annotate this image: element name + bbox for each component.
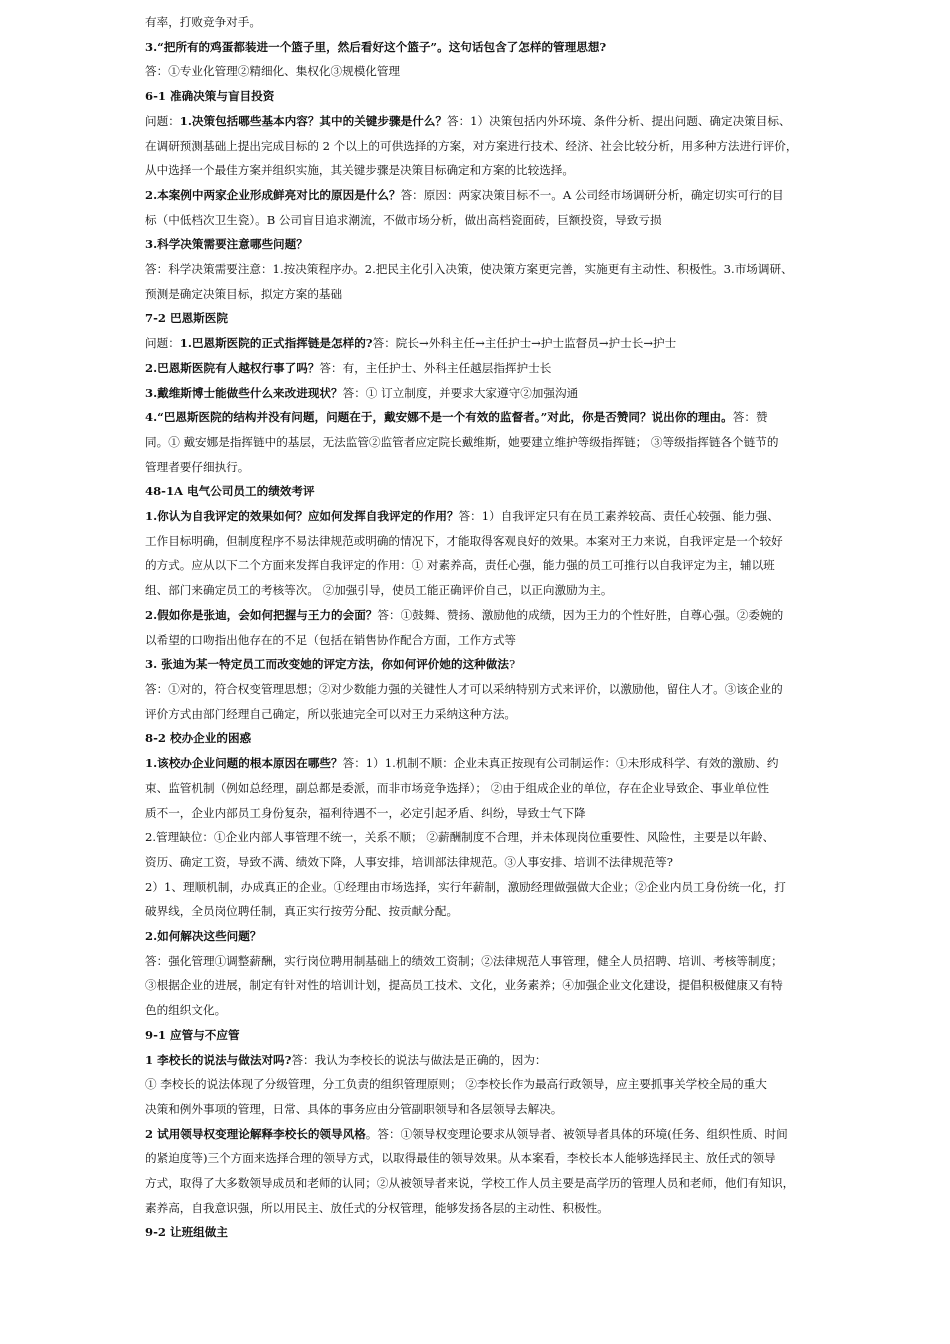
body-text: 的方式。应从以下二个方面来发挥自我评定的作用：① 对素养高，责任心强，能力强的员工可推行以自我评定为主，辅以班 <box>145 558 775 573</box>
body-text: 质不一，企业内部员工身份复杂，福利待遇不一，必定引起矛盾、纠纷，导致士气下降 <box>145 805 586 820</box>
body-text: 答：1）1.机制不顺：企业未真正按现有公司制运作：①未形成科学、有效的激励、约 <box>342 756 779 771</box>
body-text: 答：院长→外科主任→主任护士→护士监督员→护士长→护士 <box>372 336 677 351</box>
body-text: 有率，打败竞争对手。 <box>145 15 261 29</box>
text-line <box>145 356 812 381</box>
body-text: 答：1）自我评定只有在员工素养较高、责任心较强、能力强、 <box>458 509 779 524</box>
bold-text: 1.决策包括哪些基本内容？其中的关键步骤是什么？ <box>179 113 447 128</box>
text-line <box>145 59 812 84</box>
text-line <box>145 973 812 998</box>
body-text: 组、部门来确定员工的考核等次。 ②加强引导，使员工能正确评价自己，以正向激励为主。 <box>145 583 613 598</box>
text-line <box>145 504 812 529</box>
text-line <box>145 134 812 159</box>
body-text: 管理者要仔细执行。 <box>145 459 250 474</box>
text-line <box>145 1122 812 1147</box>
bold-text: 3. 张迪为某一特定员工而改变她的评定方法，你如何评价她的这种做法 <box>145 657 509 672</box>
bold-text: 9-1 应管与不应管 <box>145 1027 240 1042</box>
text-line <box>145 751 812 776</box>
text-line <box>145 1171 812 1196</box>
body-text: 同。① 戴安娜是指挥链中的基层，无法监管②监管者应定院长戴维斯，她要建立维护等级指挥链； ③等级指挥链各个链节的 <box>145 434 779 449</box>
bold-text: 2.巴恩斯医院有人越权行事了吗？ <box>145 360 320 375</box>
text-line <box>145 331 812 356</box>
body-text: 答：我认为李校长的说法与做法是正确的，因为： <box>291 1052 547 1067</box>
body-text: 。答：①领导权变理论要求从领导者、被领导者具体的环境(任务、组织性质、时间 <box>365 1126 788 1141</box>
body-text: 答：赞 <box>732 410 768 425</box>
body-text: 色的组织文化。 <box>145 1003 227 1018</box>
text-line <box>145 1220 812 1245</box>
body-text: 评价方式由部门经理自己确定，所以张迪完全可以对王力采纳这种方法。 <box>145 706 517 721</box>
text-line <box>145 553 812 578</box>
text-line <box>145 232 812 257</box>
text-line <box>145 306 812 331</box>
body-text: ? <box>508 657 516 672</box>
text-line <box>145 455 812 480</box>
text-line <box>145 529 812 554</box>
text-line <box>145 677 812 702</box>
text-line <box>145 998 812 1023</box>
text-line <box>145 578 812 603</box>
text-line <box>145 405 812 430</box>
bold-text: 4.“巴恩斯医院的结构并没有问题，问题在于，戴安娜不是一个有效的监督者。”对此，你是否赞同？说出你的理由。 <box>145 410 733 425</box>
bold-text: 48-1A 电气公司员工的绩效考评 <box>145 484 315 499</box>
bold-text: 3.科学决策需要注意哪些问题？ <box>145 237 308 252</box>
body-text: 答：①对的，符合权变管理思想；②对少数能力强的关键性人才可以采纳特别方式来评价，以激励他，留住人才。③该企业的 <box>145 681 783 696</box>
text-line <box>145 208 812 233</box>
text-line <box>145 10 812 35</box>
body-text: 在调研预测基础上提出完成目标的 2 个以上的可供选择的方案，对方案进行技术、经济、社会比较分析，用多种方法进行评价， <box>145 138 798 153</box>
bold-text: 2 试用领导权变理论解释李校长的领导风格 <box>145 1126 366 1141</box>
text-line <box>145 1023 812 1048</box>
text-line <box>145 158 812 183</box>
text-line <box>145 875 812 900</box>
text-line <box>145 84 812 109</box>
text-line <box>145 479 812 504</box>
body-text: 答：①专业化管理②精细化、集权化③规模化管理 <box>145 64 401 79</box>
body-text: 工作目标明确，但制度程序不易法律规范或明确的情况下，才能取得客观良好的效果。本案对王力来说，自我评定是一个较好 <box>145 533 783 548</box>
body-text: 素养高，自我意识强，所以用民主、放任式的分权管理，能够发扬各层的主动性、积极性。 <box>145 1200 609 1215</box>
text-line <box>145 628 812 653</box>
bold-text: 3.“把所有的鸡蛋都装进一个篮子里，然后看好这个篮子”。这句话包含了怎样的管理思想? <box>145 39 607 54</box>
body-text: 的紧迫度等)三个方面来选择合理的领导方式，以取得最佳的领导效果。从本案看，李校长本人能够选择民主、放任式的领导 <box>145 1151 776 1166</box>
body-text: 问题： <box>145 336 180 351</box>
bold-text: 1.你认为自我评定的效果如何？应如何发挥自我评定的作用？ <box>145 509 459 524</box>
body-text: 预测是确定决策目标，拟定方案的基础 <box>145 286 343 301</box>
bold-text: 7-2 巴恩斯医院 <box>145 311 228 326</box>
text-line <box>145 381 812 406</box>
text-line <box>145 282 812 307</box>
body-text: 答：有，主任护士、外科主任越层指挥护士长 <box>319 360 552 375</box>
text-line <box>145 1072 812 1097</box>
body-text: 问题： <box>145 113 180 128</box>
text-line <box>145 899 812 924</box>
body-text: 答：① 订立制度，并要求大家遵守②加强沟通 <box>342 385 579 400</box>
body-text: 答：1）决策包括内外环境、条件分析、提出问题、确定决策目标、 <box>446 113 791 128</box>
bold-text: 8-2 校办企业的困惑 <box>145 731 252 746</box>
text-line <box>145 1048 812 1073</box>
text-line <box>145 1097 812 1122</box>
bold-text: 1.该校办企业问题的根本原因在哪些？ <box>145 756 343 771</box>
body-text: ① 李校长的说法体现了分级管理，分工负责的组织管理原则； ②李校长作为最高行政领导，应主要抓事关学校全局的重大 <box>145 1077 767 1092</box>
text-line <box>145 1146 812 1171</box>
bold-text: 6-1 准确决策与盲目投资 <box>145 89 275 104</box>
body-text: 决策和例外事项的管理，日常、具体的事务应由分管副职领导和各层领导去解决。 <box>145 1101 563 1116</box>
bold-text: 1.巴恩斯医院的正式指挥链是怎样的? <box>179 336 373 351</box>
text-line <box>145 183 812 208</box>
body-text: 2）1、理顺机制，办成真正的企业。①经理由市场选择，实行年薪制，激励经理做强做大企业；②企业内员工身份统一化，打 <box>145 879 786 894</box>
text-line <box>145 776 812 801</box>
body-text: 以希望的口吻指出他存在的不足（包括在销售协作配合方面，工作方式等 <box>145 632 517 647</box>
body-text: 答：强化管理①调整薪酬，实行岗位聘用制基础上的绩效工资制；②法律规范人事管理，健全人员招聘、培训、考核等制度； <box>145 953 783 968</box>
text-line <box>145 949 812 974</box>
text-line <box>145 801 812 826</box>
text-line <box>145 35 812 60</box>
bold-text: 2.假如你是张迪，会如何把握与王力的会面？ <box>145 607 378 622</box>
bold-text: 2.如何解决这些问题？ <box>145 929 262 944</box>
body-text: 从中选择一个最佳方案并组织实施，其关键步骤是决策目标确定和方案的比较选择。 <box>145 163 574 178</box>
text-line <box>145 702 812 727</box>
bold-text: 2.本案例中两家企业形成鲜亮对比的原因是什么？ <box>145 187 401 202</box>
text-line <box>145 430 812 455</box>
body-text: 方式，取得了大多数领导成员和老师的认同；②从被领导者来说，学校工作人员主要是高学历的管理人员和老师，他们有知识， <box>145 1176 795 1191</box>
text-line <box>145 109 812 134</box>
text-line <box>145 652 812 677</box>
text-line <box>145 825 812 850</box>
body-text: 资历、确定工资，导致不满、绩效下降，人事安排，培训部法律规范。③人事安排、培训不法律规范等? <box>145 854 673 869</box>
text-line <box>145 1196 812 1221</box>
body-text: 答：科学决策需要注意：1.按决策程序办。2.把民主化引入决策，使决策方案更完善，实施更有主动性、积极性。3.市场调研、 <box>145 262 793 277</box>
text-line <box>145 603 812 628</box>
body-text: 答：原因：两家决策目标不一。A 公司经市场调研分析，确定切实可行的目 <box>400 187 784 202</box>
body-text: 标（中低档次卫生瓷）。B 公司盲目追求潮流，不做市场分析，做出高档瓷面砖，巨额投资，导致亏损 <box>145 212 662 227</box>
text-line <box>145 924 812 949</box>
bold-text: 1 李校长的说法与做法对吗? <box>145 1052 292 1067</box>
text-line <box>145 726 812 751</box>
bold-text: 9-2 让班组做主 <box>145 1225 228 1240</box>
body-text: 2.管理缺位：①企业内部人事管理不统一，关系不顺； ②薪酬制度不合理，并未体现岗位重要性、风险性，主要是以年龄、 <box>145 830 775 845</box>
text-line <box>145 850 812 875</box>
bold-text: 3.戴维斯博士能做些什么来改进现状？ <box>145 385 343 400</box>
body-text: 束、监管机制（例如总经理，副总都是委派，而非市场竞争选择）； ②由于组成企业的单位，存在企业导致企、事业单位性 <box>145 780 769 795</box>
body-text: 破界线，全员岗位聘任制，真正实行按劳分配、按贡献分配。 <box>145 904 459 919</box>
text-line <box>145 257 812 282</box>
body-text: 答：①鼓舞、赞扬、激励他的成绩，因为王力的个性好胜，自尊心强。②委婉的 <box>377 607 784 622</box>
body-text: ③根据企业的进展，制定有针对性的培训计划，提高员工技术、文化，业务素养；④加强企业文化建设，提倡积极健康又有特 <box>145 978 783 993</box>
